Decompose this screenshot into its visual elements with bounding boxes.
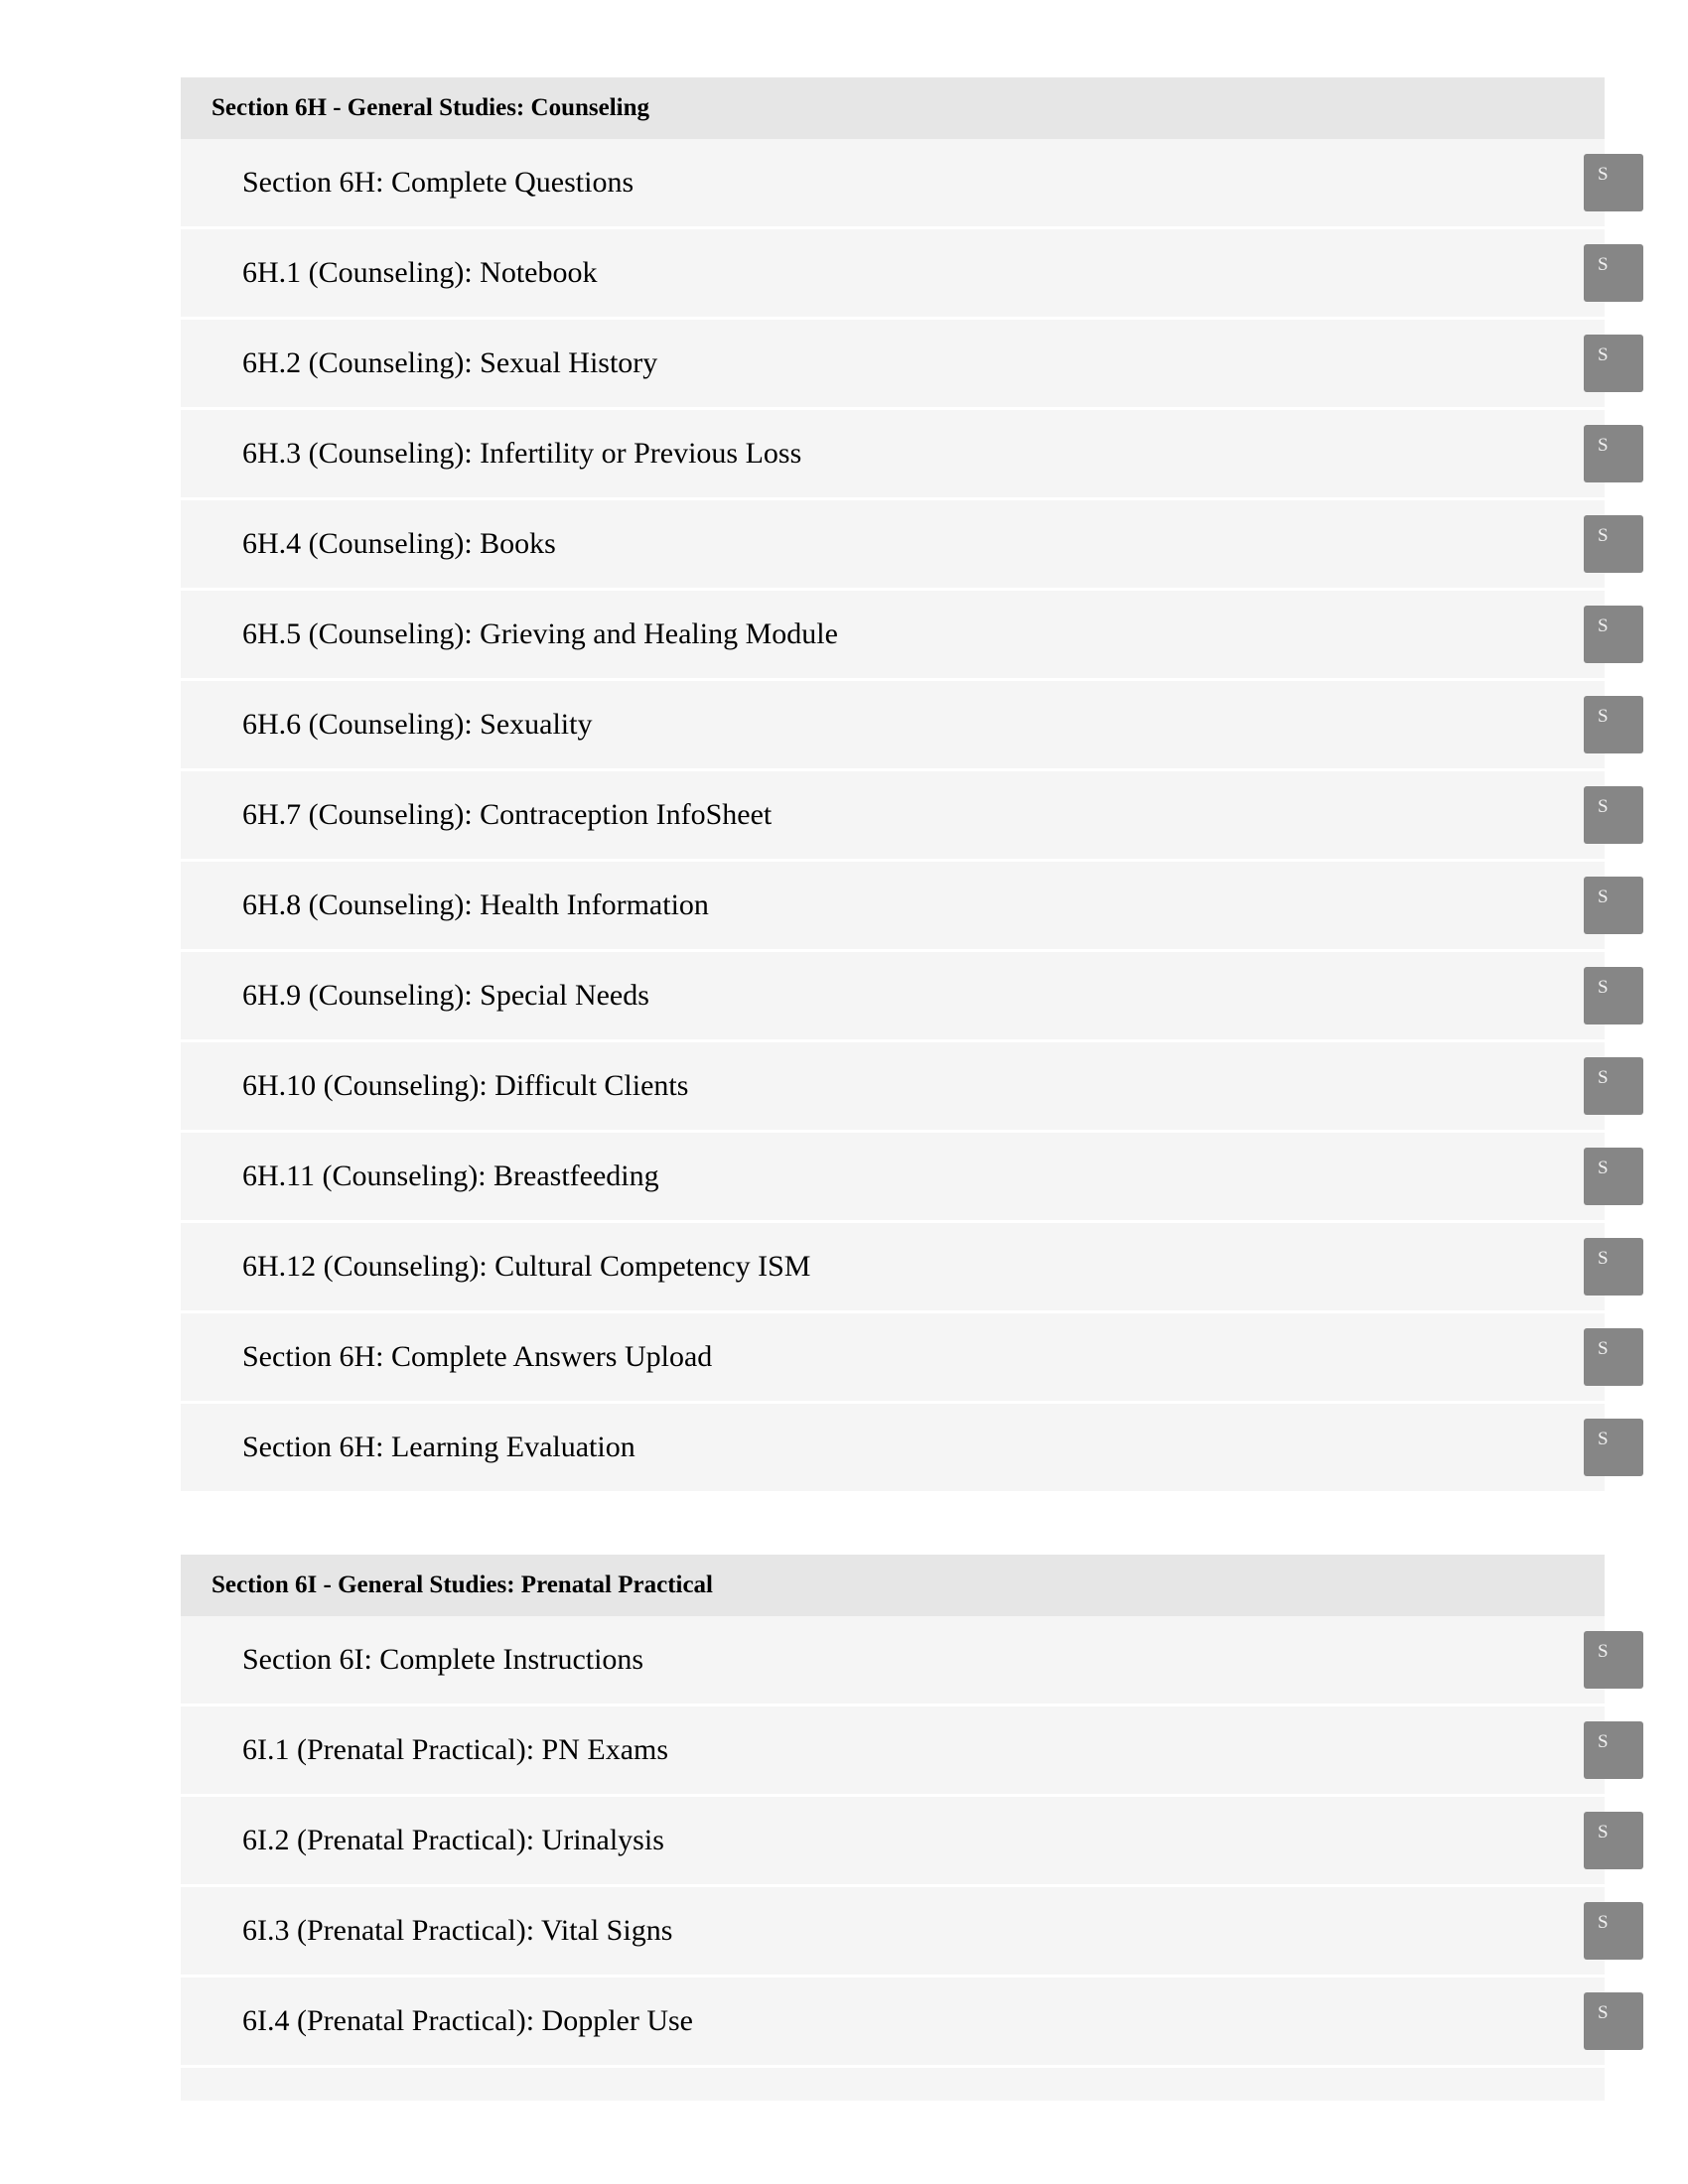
- list-item[interactable]: [181, 1616, 1609, 1706]
- item-action-button[interactable]: S: [1584, 244, 1643, 302]
- item-action-button[interactable]: S: [1584, 1992, 1643, 2050]
- list-item-label: 6H.6 (Counseling): Sexuality: [242, 708, 593, 741]
- item-action-button[interactable]: S: [1584, 606, 1643, 663]
- list-item-label: 6H.12 (Counseling): Cultural Competency ISM: [242, 1250, 811, 1283]
- list-item-label: 6H.4 (Counseling): Books: [242, 527, 556, 560]
- list-item[interactable]: [181, 1042, 1609, 1133]
- item-action-button[interactable]: S: [1584, 335, 1643, 392]
- list-item[interactable]: [181, 862, 1609, 952]
- section-6h: [181, 77, 1609, 1494]
- section-6i: [181, 1555, 1609, 2101]
- list-item[interactable]: [181, 139, 1609, 229]
- list-item[interactable]: [181, 410, 1609, 500]
- list-item-label: Section 6H: Complete Questions: [242, 166, 634, 199]
- item-action-button[interactable]: S: [1584, 877, 1643, 934]
- list-item-label: 6H.10 (Counseling): Difficult Clients: [242, 1069, 689, 1102]
- item-action-button[interactable]: S: [1584, 1631, 1643, 1689]
- list-item[interactable]: [181, 229, 1609, 320]
- item-action-button[interactable]: S: [1584, 1328, 1643, 1386]
- item-action-button[interactable]: S: [1584, 1238, 1643, 1296]
- list-item-label: 6H.3 (Counseling): Infertility or Previous Loss: [242, 437, 802, 470]
- list-item-label: Section 6H: Complete Answers Upload: [242, 1340, 713, 1373]
- list-item-label: 6H.1 (Counseling): Notebook: [242, 256, 598, 289]
- list-item-label: 6H.7 (Counseling): Contraception InfoSheet: [242, 798, 773, 831]
- item-action-button[interactable]: S: [1584, 1057, 1643, 1115]
- item-action-button[interactable]: S: [1584, 1902, 1643, 1960]
- list-item[interactable]: [181, 952, 1609, 1042]
- list-item-label: 6I.1 (Prenatal Practical): PN Exams: [242, 1733, 669, 1766]
- list-item-label: 6H.11 (Counseling): Breastfeeding: [242, 1160, 659, 1192]
- section-header: Section 6I - General Studies: Prenatal Practical: [181, 1555, 1605, 1616]
- list-item[interactable]: [181, 320, 1609, 410]
- section-footer: [181, 2068, 1605, 2101]
- list-item[interactable]: [181, 1706, 1609, 1797]
- list-item-label: 6H.2 (Counseling): Sexual History: [242, 346, 658, 379]
- list-item-label: 6I.3 (Prenatal Practical): Vital Signs: [242, 1914, 673, 1947]
- list-item-label: 6I.2 (Prenatal Practical): Urinalysis: [242, 1824, 664, 1856]
- item-action-button[interactable]: S: [1584, 154, 1643, 211]
- list-item[interactable]: [181, 500, 1609, 591]
- section-header: Section 6H - General Studies: Counseling: [181, 77, 1605, 139]
- list-item[interactable]: [181, 1978, 1609, 2068]
- item-action-button[interactable]: S: [1584, 1721, 1643, 1779]
- list-item[interactable]: [181, 1133, 1609, 1223]
- item-action-button[interactable]: S: [1584, 1812, 1643, 1869]
- list-item[interactable]: [181, 681, 1609, 771]
- list-item[interactable]: [181, 1223, 1609, 1313]
- item-action-button[interactable]: S: [1584, 1419, 1643, 1476]
- list-item[interactable]: [181, 1797, 1609, 1887]
- list-item[interactable]: [181, 1887, 1609, 1978]
- list-item-label: 6H.8 (Counseling): Health Information: [242, 888, 709, 921]
- list-item-label: Section 6H: Learning Evaluation: [242, 1431, 635, 1463]
- item-action-button[interactable]: S: [1584, 425, 1643, 482]
- item-action-button[interactable]: S: [1584, 1148, 1643, 1205]
- item-action-button[interactable]: S: [1584, 786, 1643, 844]
- list-item[interactable]: [181, 1313, 1609, 1404]
- list-item[interactable]: [181, 591, 1609, 681]
- item-action-button[interactable]: S: [1584, 696, 1643, 753]
- list-item[interactable]: [181, 1404, 1609, 1494]
- item-action-button[interactable]: S: [1584, 967, 1643, 1024]
- list-item[interactable]: [181, 771, 1609, 862]
- list-item-label: 6H.5 (Counseling): Grieving and Healing Module: [242, 617, 838, 650]
- list-item-label: 6H.9 (Counseling): Special Needs: [242, 979, 649, 1012]
- item-action-button[interactable]: S: [1584, 515, 1643, 573]
- list-item-label: Section 6I: Complete Instructions: [242, 1643, 644, 1676]
- list-item-label: 6I.4 (Prenatal Practical): Doppler Use: [242, 2004, 693, 2037]
